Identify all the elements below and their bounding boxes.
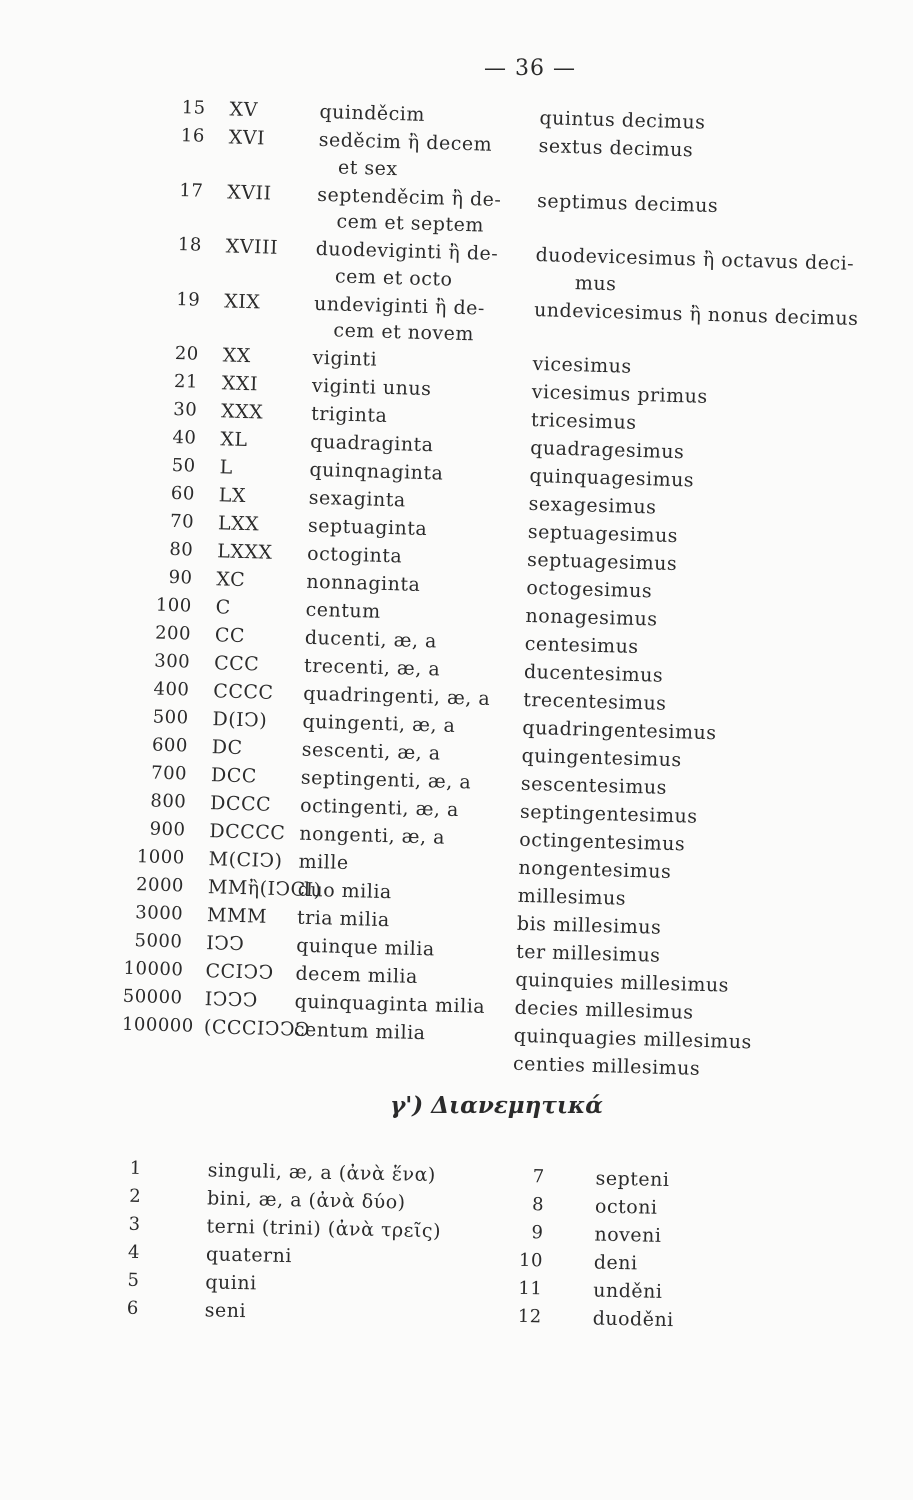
- ordinal-word: quinquagies millesimus: [513, 1024, 753, 1054]
- cardinal-word: viginti: [312, 346, 378, 371]
- numerals-table: [0, 92, 913, 1090]
- roman-numeral: DCCC: [209, 792, 272, 816]
- ordinal-word: septimus decimus: [536, 189, 719, 217]
- cardinal-word: mille: [298, 850, 349, 875]
- cardinal-word: decem milia: [295, 962, 419, 989]
- ordinal-word: decies millesimus: [514, 996, 694, 1024]
- ordinal-word: bis millesimus: [516, 912, 662, 939]
- ordinal-word: quinquagesimus: [529, 464, 695, 492]
- arabic-number: 100000: [121, 1013, 195, 1037]
- distributive-number: 3: [128, 1213, 141, 1235]
- roman-numeral: D(IↃ): [212, 708, 268, 732]
- roman-numeral: C: [215, 596, 232, 619]
- arabic-number: 18: [177, 234, 203, 256]
- roman-numeral: (CCCIↃↃↃ: [203, 1016, 311, 1042]
- arabic-number: 300: [154, 650, 191, 673]
- roman-numeral: L: [219, 456, 234, 479]
- arabic-number: 16: [180, 125, 206, 147]
- ordinal-word: septuagesimus: [527, 520, 679, 548]
- distributive-word: octoni: [594, 1195, 658, 1219]
- ordinal-word: centies millesimus: [512, 1052, 701, 1080]
- cardinal-word: quinděcim: [319, 100, 426, 126]
- ordinal-word: mus: [574, 271, 617, 295]
- distributive-number: 5: [127, 1269, 140, 1291]
- distributive-word: seni: [204, 1299, 247, 1323]
- ordinal-word: quinquies millesimus: [515, 968, 730, 997]
- arabic-number: 80: [169, 538, 194, 561]
- distributive-word: duoděni: [592, 1307, 674, 1332]
- distributive-word: septeni: [595, 1167, 670, 1192]
- cardinal-word: duodeviginti ἢ de-: [315, 237, 499, 265]
- distributive-number: 2: [128, 1185, 142, 1207]
- roman-numeral: XL: [220, 428, 248, 452]
- cardinal-word: cem et septem: [336, 210, 485, 237]
- arabic-number: 500: [152, 706, 189, 729]
- distributive-number: 7: [532, 1166, 545, 1188]
- roman-numeral: IↃↃↃ: [204, 988, 259, 1012]
- ordinal-word: quadragesimus: [529, 436, 685, 464]
- roman-numeral: DCCCC: [209, 820, 286, 845]
- arabic-number: 40: [172, 426, 197, 449]
- cardinal-word: octingenti, æ, a: [299, 794, 460, 822]
- arabic-number: 90: [168, 566, 193, 589]
- ordinal-word: sescentesimus: [520, 772, 668, 799]
- page-number: — 36 —: [484, 56, 576, 81]
- cardinal-word: nonnaginta: [306, 570, 421, 596]
- roman-numeral: XX: [222, 344, 252, 368]
- cardinal-word: septuaginta: [307, 514, 428, 541]
- ordinal-word: ter millesimus: [515, 940, 661, 967]
- arabic-number: 100: [155, 594, 193, 617]
- distributive-word: unděni: [593, 1279, 663, 1303]
- cardinal-word: seděcim ἢ decem: [318, 128, 493, 156]
- ordinal-word: undevicesimus ἢ nonus decimus: [533, 298, 859, 330]
- arabic-number: 17: [179, 179, 204, 202]
- ordinal-word: octingentesimus: [519, 828, 686, 856]
- roman-numeral: MMM: [206, 904, 268, 928]
- cardinal-word: et sex: [337, 155, 398, 180]
- distributive-word: terni (trini) (ἀνὰ τρεῖς): [206, 1215, 442, 1243]
- ordinal-word: sexagesimus: [528, 492, 657, 519]
- arabic-number: 50000: [122, 985, 183, 1009]
- ordinal-word: quintus decimus: [539, 107, 706, 134]
- arabic-number: 2000: [135, 874, 185, 897]
- arabic-number: 1000: [136, 846, 185, 869]
- ordinal-word: ducentesimus: [523, 660, 664, 687]
- roman-numeral: LX: [218, 484, 247, 508]
- distributive-word: quaterni: [205, 1243, 293, 1268]
- distributive-number: 4: [127, 1241, 141, 1263]
- cardinal-word: quingenti, æ, a: [302, 710, 456, 737]
- roman-numeral: M(CIↃ): [208, 848, 283, 873]
- arabic-number: 30: [173, 398, 198, 421]
- ordinal-word: sextus decimus: [538, 135, 694, 162]
- cardinal-word: duo milia: [297, 878, 393, 904]
- distributive-word: deni: [593, 1251, 638, 1275]
- roman-numeral: CC: [214, 624, 246, 648]
- arabic-number: 15: [181, 97, 206, 119]
- roman-numeral: MMἢ(IↃCI): [207, 876, 322, 902]
- arabic-number: 50: [171, 454, 196, 477]
- distributive-number: 1: [129, 1157, 142, 1179]
- distributive-number: 6: [126, 1297, 140, 1319]
- ordinal-word: nongentesimus: [518, 856, 672, 884]
- arabic-number: 800: [150, 790, 187, 813]
- ordinal-word: tricesimus: [530, 408, 637, 434]
- cardinal-word: undeviginti ἢ de-: [313, 292, 486, 320]
- ordinal-word: nonagesimus: [525, 604, 658, 631]
- distributive-number: 12: [517, 1305, 542, 1328]
- cardinal-word: septingenti, æ, a: [300, 766, 472, 794]
- ordinal-word: millesimus: [517, 884, 627, 910]
- roman-numeral: DCC: [210, 764, 258, 788]
- cardinal-word: ducenti, æ, a: [304, 626, 438, 653]
- ordinal-word: quingentesimus: [521, 744, 682, 772]
- ordinal-word: vicesimus primus: [531, 380, 708, 408]
- roman-numeral: XV: [229, 98, 259, 122]
- arabic-number: 600: [151, 734, 189, 757]
- roman-numeral: CCCC: [213, 680, 274, 704]
- cardinal-word: centum: [305, 598, 381, 623]
- distributive-word: quini: [205, 1271, 257, 1295]
- ordinal-word: duodevicesimus ἢ octavus deci-: [535, 244, 855, 275]
- roman-numeral: CCC: [213, 652, 260, 676]
- distributive-number: 11: [518, 1277, 543, 1300]
- cardinal-word: octoginta: [306, 542, 403, 568]
- cardinal-word: nongenti, æ, a: [299, 822, 446, 849]
- cardinal-word: sescenti, æ, a: [301, 738, 441, 765]
- roman-numeral: LXX: [217, 512, 260, 536]
- distributive-number: 9: [531, 1222, 544, 1244]
- arabic-number: 900: [149, 818, 186, 841]
- arabic-number: 200: [154, 622, 192, 645]
- arabic-number: 5000: [134, 930, 183, 953]
- cardinal-word: quadraginta: [310, 430, 434, 457]
- cardinal-word: quinqnaginta: [309, 458, 444, 485]
- roman-numeral: XXI: [221, 372, 259, 396]
- arabic-number: 10000: [123, 957, 184, 981]
- cardinal-word: centum milia: [293, 1018, 426, 1045]
- cardinal-word: trecenti, æ, a: [303, 654, 441, 681]
- cardinal-word: triginta: [310, 402, 388, 427]
- roman-numeral: XVII: [226, 180, 272, 205]
- cardinal-word: viginti unus: [311, 374, 432, 401]
- distributive-number: 10: [518, 1249, 544, 1272]
- distributive-word: singuli, æ, a (ἀνὰ ἕνα): [207, 1159, 437, 1187]
- roman-numeral: CCIↃↃ: [205, 960, 274, 984]
- roman-numeral: XIX: [223, 289, 261, 313]
- arabic-number: 3000: [135, 902, 184, 925]
- ordinal-word: octogesimus: [526, 576, 653, 603]
- ordinal-word: vicesimus: [532, 352, 632, 378]
- cardinal-word: septenděcim ἢ de-: [316, 183, 502, 211]
- section-heading: γ') Διανεμητικά: [390, 1092, 603, 1119]
- arabic-number: 19: [176, 288, 201, 311]
- ordinal-word: trecentesimus: [522, 688, 667, 715]
- roman-numeral: XVIII: [225, 235, 279, 259]
- ordinal-word: septuagesimus: [526, 548, 678, 576]
- arabic-number: 21: [173, 370, 199, 393]
- arabic-number: 60: [170, 482, 196, 505]
- roman-numeral: IↃↃ: [206, 932, 245, 956]
- roman-numeral: DC: [211, 736, 243, 760]
- ordinal-word: quadringentesimus: [522, 716, 717, 745]
- cardinal-word: quinque milia: [295, 934, 436, 961]
- arabic-number: 70: [169, 510, 195, 533]
- distributive-word: noveni: [594, 1223, 662, 1247]
- cardinal-word: quinquaginta milia: [294, 990, 486, 1018]
- arabic-number: 400: [153, 678, 190, 701]
- arabic-number: 700: [150, 762, 188, 785]
- arabic-number: 20: [174, 342, 200, 365]
- distributive-number: 8: [531, 1194, 545, 1216]
- cardinal-word: tria milia: [296, 906, 391, 932]
- cardinal-word: sexaginta: [308, 486, 407, 512]
- distributives-table: [0, 1155, 913, 1342]
- ordinal-word: septingentesimus: [519, 800, 698, 828]
- cardinal-word: cem et octo: [334, 264, 453, 291]
- cardinal-word: quadringenti, æ, a: [303, 682, 491, 710]
- roman-numeral: XVI: [228, 126, 266, 150]
- distributive-word: bini, æ, a (ἀνὰ δύο): [206, 1187, 406, 1214]
- cardinal-word: cem et novem: [333, 319, 475, 346]
- roman-numeral: LXXX: [216, 540, 273, 564]
- ordinal-word: centesimus: [524, 632, 639, 659]
- roman-numeral: XXX: [220, 400, 264, 424]
- roman-numeral: XC: [216, 568, 246, 592]
